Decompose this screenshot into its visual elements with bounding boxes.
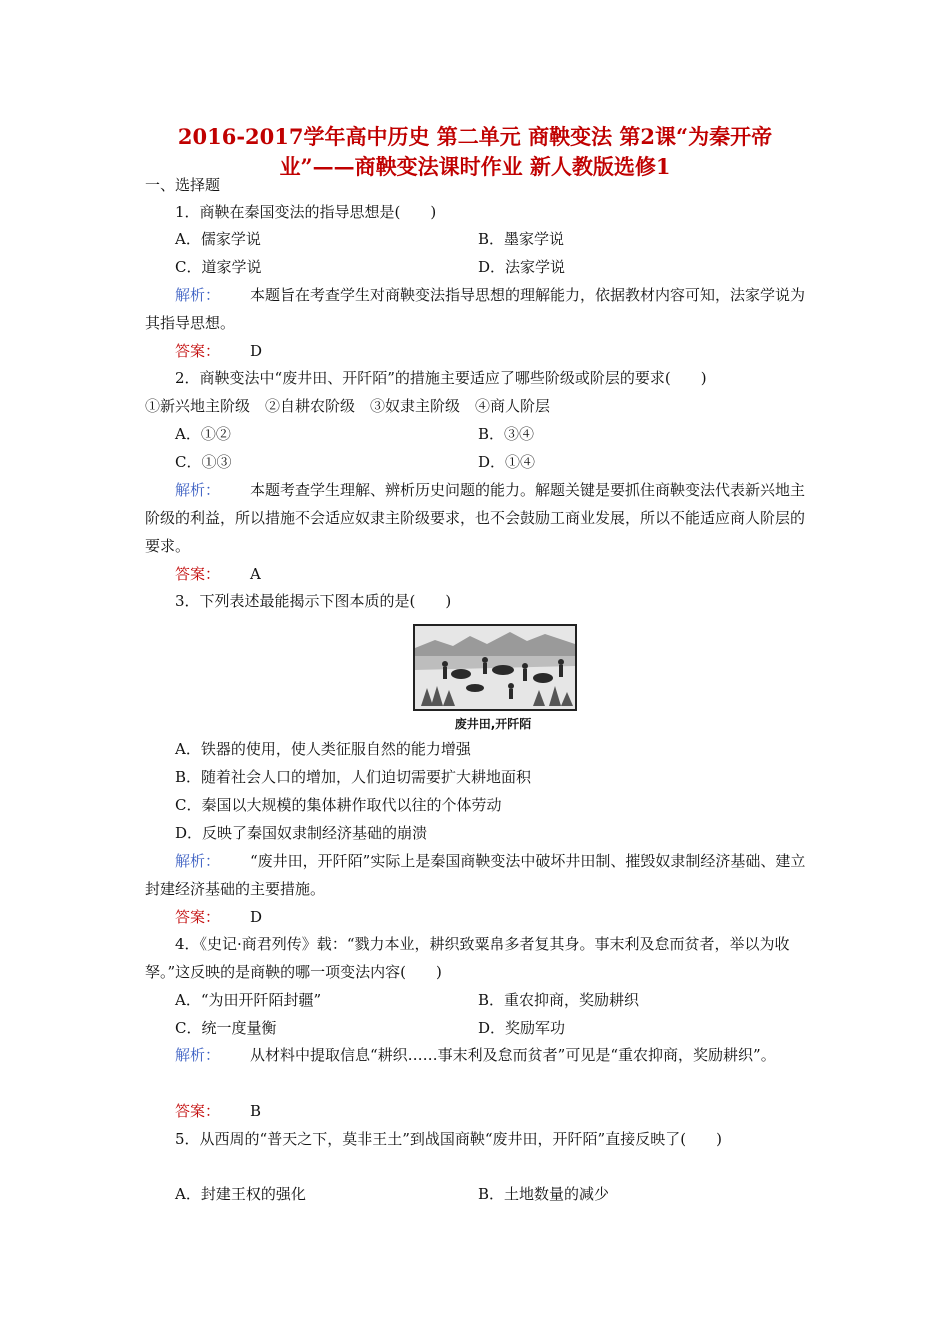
q1-option-c: C．道家学说 [175, 258, 262, 276]
q3-option-c: C．秦国以大规模的集体耕作取代以往的个体劳动 [175, 796, 502, 814]
q2-option-b: B．③④ [478, 425, 535, 443]
q3-answer-value: D [250, 908, 263, 926]
q1-analysis-text: 本题旨在考查学生对商鞅变法指导思想的理解能力，依据教材内容可知，法家学说为其指导思想。 [145, 286, 806, 332]
q3-analysis [145, 847, 810, 903]
q3-option-d: D．反映了秦国奴隶制经济基础的崩溃 [175, 824, 428, 842]
q1-stem: 1．商鞅在秦国变法的指导思想是( ) [175, 203, 437, 221]
q3-option-a: A．铁器的使用，使人类征服自然的能力增强 [175, 740, 471, 758]
q1-option-a: A．儒家学说 [175, 230, 261, 248]
q2-analysis-text: 本题考查学生理解、辨析历史问题的能力。解题关键是要抓住商鞅变法代表新兴地主阶级的利益，所以措施不会适应奴隶主阶级要求，也不会鼓励工商业发展，所以不能适应商人阶层的要求。 [145, 481, 806, 555]
q2-items: ①新兴地主阶级 ②自耕农阶级 ③奴隶主阶级 ④商人阶层 [145, 397, 551, 415]
q5-option-a: A．封建王权的强化 [175, 1185, 306, 1203]
section-heading: 一、选择题 [145, 176, 221, 194]
q5-option-b: B．土地数量的减少 [478, 1185, 610, 1203]
title-line-1: 2016-2017学年高中历史 第二单元 商鞅变法 第2课“为秦开帝 [177, 124, 773, 149]
q2-option-d: D．①④ [478, 453, 536, 471]
answer-label: 答案： [175, 1102, 221, 1120]
q2-answer-value: A [250, 565, 261, 583]
answer-label: 答案： [175, 908, 221, 926]
q3-analysis-text: “废井田，开阡陌”实际上是秦国商鞅变法中破坏井田制、摧毁奴隶制经济基础、建立封建经济基础的主要措施。 [145, 852, 806, 898]
q2-option-a: A．①② [175, 425, 231, 443]
q1-answer [175, 341, 262, 361]
q5-stem: 5．从西周的“普天之下，莫非王土”到战国商鞅“废井田，开阡陌”直接反映了( ) [175, 1130, 722, 1148]
q4-stem: 4．《史记·商君列传》载：“戮力本业，耕织致粟帛多者复其身。事末利及怠而贫者，举以为收孥。”这反映的是商鞅的哪一项变法内容( ) [145, 935, 790, 981]
q1-option-d: D．法家学说 [478, 258, 566, 276]
q2-stem: 2．商鞅变法中“废井田、开阡陌”的措施主要适应了哪些阶级或阶层的要求( ) [175, 369, 707, 387]
q1-option-b: B．墨家学说 [478, 230, 565, 248]
analysis-label: 解析： [175, 1046, 221, 1064]
q4-analysis [145, 1041, 810, 1069]
q2-analysis [145, 476, 810, 560]
title-line-2: 业”——商鞅变法课时作业 新人教版选修1 [279, 154, 671, 179]
figure-caption: 废井田,开阡陌 [454, 717, 532, 731]
q4-option-a: A．“为田开阡陌封疆” [175, 991, 322, 1009]
q1-analysis [145, 281, 810, 337]
analysis-label: 解析： [175, 852, 221, 870]
q4-analysis-text: 从材料中提取信息“耕织……事末利及怠而贫者”可见是“重农抑商，奖励耕织”。 [250, 1046, 776, 1064]
q3-stem: 3．下列表述最能揭示下图本质的是( ) [175, 592, 452, 610]
q4-answer-value: B [250, 1102, 262, 1120]
q4-option-b: B．重农抑商，奖励耕织 [478, 991, 640, 1009]
q4-option-c: C．统一度量衡 [175, 1019, 277, 1037]
answer-label: 答案： [175, 565, 221, 583]
q1-answer-value: D [250, 342, 263, 360]
farming-illustration [413, 624, 577, 711]
answer-label: 答案： [175, 342, 221, 360]
analysis-label: 解析： [175, 481, 221, 499]
q4-option-d: D．奖励军功 [478, 1019, 566, 1037]
document-title [120, 122, 830, 182]
analysis-label: 解析： [175, 286, 221, 304]
q4-answer [175, 1101, 261, 1121]
q3-answer [175, 907, 262, 927]
q2-option-c: C．①③ [175, 453, 232, 471]
q2-answer [175, 564, 261, 584]
q3-option-b: B．随着社会人口的增加，人们迫切需要扩大耕地面积 [175, 768, 532, 786]
woodcut-image [415, 626, 575, 709]
